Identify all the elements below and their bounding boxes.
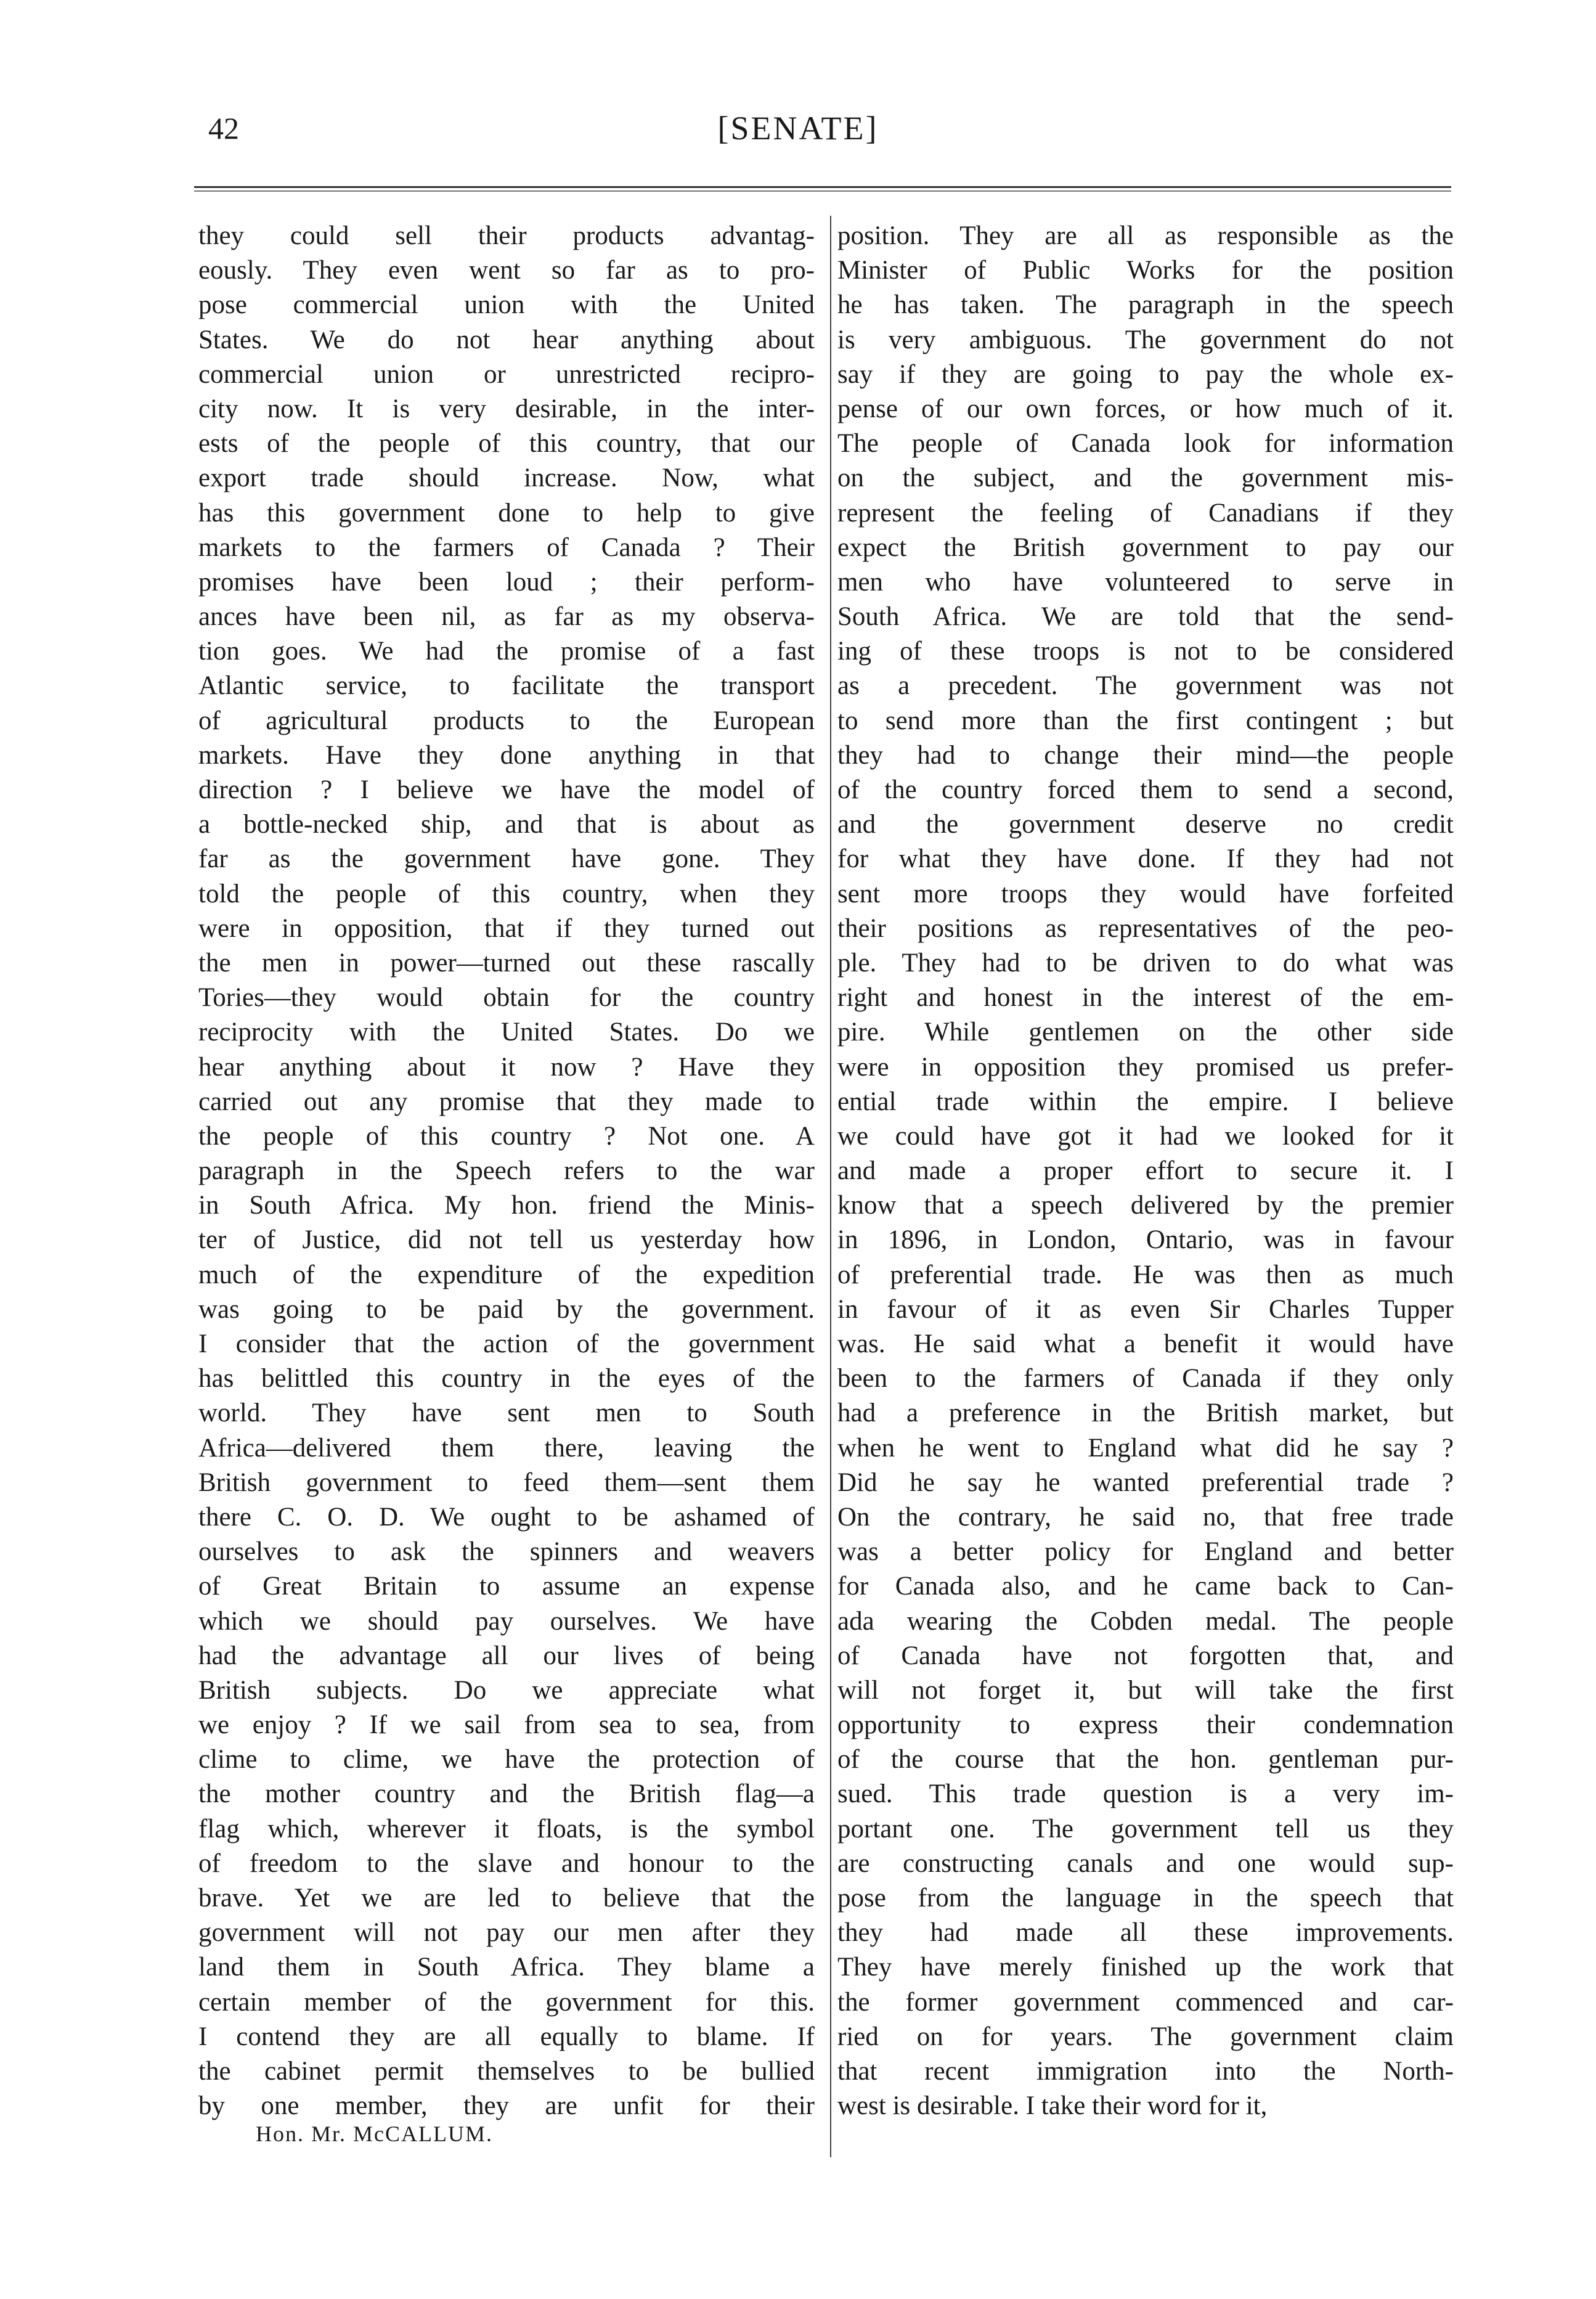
page-number: 42 xyxy=(208,111,239,145)
text-line: represent the feeling of Canadians if they xyxy=(837,498,1454,528)
text-line: ter of Justice, did not tell us yesterday how xyxy=(198,1225,815,1255)
text-line: promises have been loud ; their perform- xyxy=(198,567,815,597)
text-line: of Great Britain to assume an expense xyxy=(198,1572,815,1601)
text-line: he has taken. The paragraph in the speech xyxy=(837,290,1454,320)
text-line: for Canada also, and he came back to Can- xyxy=(837,1572,1454,1601)
text-line: are constructing canals and one would sup- xyxy=(837,1848,1454,1878)
text-line: flag which, wherever it floats, is the symbol xyxy=(198,1814,815,1844)
text-line: on the subject, and the government mis- xyxy=(837,463,1454,493)
running-head: [SENATE] xyxy=(717,110,879,147)
text-line: was a better policy for England and better xyxy=(837,1537,1454,1567)
text-line: told the people of this country, when they xyxy=(198,879,815,909)
text-line: States. We do not hear anything about xyxy=(198,325,815,354)
text-line: world. They have sent men to South xyxy=(198,1399,815,1428)
text-line: when he went to England what did he say ? xyxy=(837,1433,1454,1463)
text-line: sued. This trade question is a very im- xyxy=(837,1779,1454,1809)
text-line: On the contrary, he said no, that free trade xyxy=(837,1502,1454,1532)
text-line: brave. Yet we are led to believe that the xyxy=(198,1884,815,1913)
text-line: export trade should increase. Now, what xyxy=(198,463,815,493)
text-line: pose from the language in the speech that xyxy=(837,1884,1454,1913)
text-line: been to the farmers of Canada if they only xyxy=(837,1364,1454,1394)
text-line: much of the expenditure of the expedition xyxy=(198,1260,815,1289)
text-line: were in opposition they promised us prefer- xyxy=(837,1052,1454,1082)
text-line: direction ? I believe we have the model of xyxy=(198,775,815,804)
text-line: of the course that the hon. gentleman pur- xyxy=(837,1745,1454,1774)
text-line: government will not pay our men after they xyxy=(198,1918,815,1948)
text-line: ances have been nil, as far as my observa- xyxy=(198,602,815,632)
text-line: of freedom to the slave and honour to the xyxy=(198,1848,815,1878)
text-line: pire. While gentlemen on the other side xyxy=(837,1018,1454,1047)
text-line: markets to the farmers of Canada ? Their xyxy=(198,533,815,562)
text-line: Atlantic service, to facilitate the transport xyxy=(198,671,815,701)
text-line: had a preference in the British market, but xyxy=(837,1399,1454,1428)
text-line: certain member of the government for this. xyxy=(198,1987,815,2017)
text-line: pense of our own forces, or how much of it. xyxy=(837,394,1454,423)
text-line: tion goes. We had the promise of a fast xyxy=(198,637,815,666)
text-line: expect the British government to pay our xyxy=(837,533,1454,562)
text-line: they had made all these improvements. xyxy=(837,1918,1454,1948)
text-line: ried on for years. The government claim xyxy=(837,2022,1454,2051)
text-line: ing of these troops is not to be considered xyxy=(837,637,1454,666)
text-line: the former government commenced and car- xyxy=(837,1987,1454,2017)
text-line: South Africa. We are told that the send- xyxy=(837,602,1454,632)
text-line: we enjoy ? If we sail from sea to sea, from xyxy=(198,1710,815,1740)
text-line: had the advantage all our lives of being xyxy=(198,1641,815,1670)
text-line: ada wearing the Cobden medal. The people xyxy=(837,1606,1454,1636)
text-line: ests of the people of this country, that our xyxy=(198,429,815,459)
text-line: sent more troops they would have forfeited xyxy=(837,879,1454,909)
text-line: Did he say he wanted preferential trade ? xyxy=(837,1468,1454,1497)
column-divider xyxy=(830,216,831,2157)
text-line: as a precedent. The government was not xyxy=(837,671,1454,701)
text-line: were in opposition, that if they turned out xyxy=(198,913,815,943)
text-line: of preferential trade. He was then as much xyxy=(837,1260,1454,1289)
text-line: and made a proper effort to secure it. I xyxy=(837,1156,1454,1186)
text-line: know that a speech delivered by the premier xyxy=(837,1191,1454,1220)
text-line: I consider that the action of the government xyxy=(198,1329,815,1358)
text-line: The people of Canada look for information xyxy=(837,429,1454,459)
text-line: city now. It is very desirable, in the inter- xyxy=(198,394,815,423)
text-line: that recent immigration into the North- xyxy=(837,2056,1454,2086)
text-line: we could have got it had we looked for it xyxy=(837,1121,1454,1151)
text-line: and the government deserve no credit xyxy=(837,810,1454,839)
text-line: far as the government have gone. They xyxy=(198,844,815,874)
text-line: of agricultural products to the European xyxy=(198,706,815,735)
text-line: in 1896, in London, Ontario, was in favour xyxy=(837,1225,1454,1255)
text-line: ential trade within the empire. I believe xyxy=(837,1087,1454,1116)
text-line: of the country forced them to send a second, xyxy=(837,775,1454,804)
text-line: carried out any promise that they made to xyxy=(198,1087,815,1116)
text-line: position. They are all as responsible as the xyxy=(837,221,1454,250)
text-line: ourselves to ask the spinners and weavers xyxy=(198,1537,815,1567)
text-line: portant one. The government tell us they xyxy=(837,1814,1454,1844)
text-line: They have merely finished up the work that xyxy=(837,1953,1454,1982)
text-line: paragraph in the Speech refers to the war xyxy=(198,1156,815,1186)
text-line: I contend they are all equally to blame. If xyxy=(198,2022,815,2051)
text-line: men who have volunteered to serve in xyxy=(837,567,1454,597)
text-line: right and honest in the interest of the em- xyxy=(837,983,1454,1013)
text-line: has this government done to help to give xyxy=(198,498,815,528)
text-line: commercial union or unrestricted recipro- xyxy=(198,359,815,389)
text-line: land them in South Africa. They blame a xyxy=(198,1953,815,1982)
text-line: Minister of Public Works for the position xyxy=(837,256,1454,285)
text-line: of Canada have not forgotten that, and xyxy=(837,1641,1454,1670)
text-line: they could sell their products advantag- xyxy=(198,221,815,250)
text-line: ple. They had to be driven to do what was xyxy=(837,948,1454,978)
text-line: in South Africa. My hon. friend the Minis- xyxy=(198,1191,815,1220)
text-line: Africa—delivered them there, leaving the xyxy=(198,1433,815,1463)
text-line: in favour of it as even Sir Charles Tupper xyxy=(837,1294,1454,1324)
text-line: by one member, they are unfit for their xyxy=(198,2091,815,2121)
text-line: west is desirable. I take their word for it, xyxy=(837,2091,1268,2121)
text-line: will not forget it, but will take the first xyxy=(837,1675,1454,1705)
text-line: which we should pay ourselves. We have xyxy=(198,1606,815,1636)
right-column xyxy=(837,219,1454,2123)
header-rule xyxy=(194,186,1451,192)
text-line: their positions as representatives of the peo- xyxy=(837,913,1454,943)
speaker-attribution: Hon. Mr. McCALLUM. xyxy=(256,2121,493,2146)
text-line: there C. O. D. We ought to be ashamed of xyxy=(198,1502,815,1532)
text-line: the mother country and the British flag—a xyxy=(198,1779,815,1809)
text-line: reciprocity with the United States. Do we xyxy=(198,1018,815,1047)
text-line: pose commercial union with the United xyxy=(198,290,815,320)
text-line: for what they have done. If they had not xyxy=(837,844,1454,874)
text-line: Tories—they would obtain for the country xyxy=(198,983,815,1013)
text-line: to send more than the first contingent ; but xyxy=(837,706,1454,735)
left-column xyxy=(198,219,815,2123)
text-line: hear anything about it now ? Have they xyxy=(198,1052,815,1082)
text-line: British subjects. Do we appreciate what xyxy=(198,1675,815,1705)
text-line: clime to clime, we have the protection of xyxy=(198,1745,815,1774)
text-line: was going to be paid by the government. xyxy=(198,1294,815,1324)
text-line: has belittled this country in the eyes of the xyxy=(198,1364,815,1394)
text-line: is very ambiguous. The government do not xyxy=(837,325,1454,354)
text-line: eously. They even went so far as to pro- xyxy=(198,256,815,285)
text-line: say if they are going to pay the whole ex- xyxy=(837,359,1454,389)
text-line: the men in power—turned out these rascally xyxy=(198,948,815,978)
text-line: markets. Have they done anything in that xyxy=(198,740,815,770)
text-line: they had to change their mind—the people xyxy=(837,740,1454,770)
text-line: opportunity to express their condemnation xyxy=(837,1710,1454,1740)
text-line: was. He said what a benefit it would have xyxy=(837,1329,1454,1358)
text-line: a bottle-necked ship, and that is about as xyxy=(198,810,815,839)
text-line: the people of this country ? Not one. A xyxy=(198,1121,815,1151)
text-line: the cabinet permit themselves to be bullied xyxy=(198,2056,815,2086)
text-line: British government to feed them—sent them xyxy=(198,1468,815,1497)
